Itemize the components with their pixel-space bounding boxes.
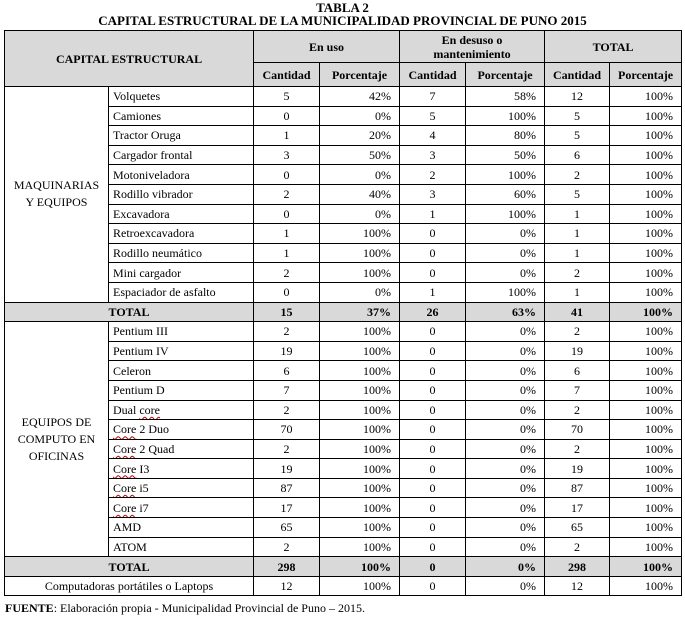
- table-title: CAPITAL ESTRUCTURAL DE LA MUNICIPALIDAD PROVINCIAL DE PUNO 2015: [98, 13, 587, 28]
- en-uso-porcentaje: 50%: [320, 145, 400, 165]
- total-porcentaje: 100%: [610, 576, 682, 596]
- en-uso-porcentaje: 0%: [320, 165, 400, 185]
- item-name: Motoniveladora: [109, 165, 254, 185]
- desuso-porcentaje: 60%: [466, 184, 545, 204]
- desuso-porcentaje: 0%: [466, 557, 545, 577]
- desuso-porcentaje: 0%: [466, 518, 545, 538]
- desuso-porcentaje: 0%: [466, 263, 545, 283]
- desuso-porcentaje: 50%: [466, 145, 545, 165]
- item-name: Core I3: [109, 459, 254, 479]
- total-cantidad: 19: [545, 459, 610, 479]
- header-cantidad: Cantidad: [545, 63, 610, 87]
- item-name: Volquetes: [109, 87, 254, 107]
- en-uso-cantidad: 0: [254, 106, 320, 126]
- en-uso-cantidad: 19: [254, 341, 320, 361]
- header-porcentaje: Porcentaje: [466, 63, 545, 87]
- desuso-porcentaje: 80%: [466, 126, 545, 146]
- header-en-uso: En uso: [254, 31, 400, 63]
- en-uso-cantidad: 7: [254, 380, 320, 400]
- desuso-cantidad: 0: [400, 224, 466, 244]
- item-name: Mini cargador: [109, 263, 254, 283]
- desuso-porcentaje: 0%: [466, 576, 545, 596]
- total-cantidad: 5: [545, 106, 610, 126]
- desuso-porcentaje: 63%: [466, 302, 545, 322]
- total-porcentaje: 100%: [610, 224, 682, 244]
- footer-label: FUENTE: [5, 601, 54, 615]
- total-label: TOTAL: [5, 302, 254, 322]
- item-name: Cargador frontal: [109, 145, 254, 165]
- desuso-porcentaje: 0%: [466, 341, 545, 361]
- desuso-cantidad: 0: [400, 420, 466, 440]
- desuso-porcentaje: 0%: [466, 498, 545, 518]
- total-cantidad: 5: [545, 126, 610, 146]
- total-cantidad: 298: [545, 557, 610, 577]
- total-cantidad: 2: [545, 165, 610, 185]
- total-porcentaje: 100%: [610, 302, 682, 322]
- en-uso-porcentaje: 20%: [320, 126, 400, 146]
- header-total: TOTAL: [545, 31, 682, 63]
- desuso-porcentaje: 100%: [466, 106, 545, 126]
- desuso-porcentaje: 0%: [466, 478, 545, 498]
- item-name: ATOM: [109, 537, 254, 557]
- en-uso-porcentaje: 0%: [320, 106, 400, 126]
- desuso-cantidad: 0: [400, 341, 466, 361]
- total-cantidad: 17: [545, 498, 610, 518]
- desuso-cantidad: 0: [400, 518, 466, 538]
- en-uso-porcentaje: 100%: [320, 224, 400, 244]
- total-cantidad: 12: [545, 87, 610, 107]
- capital-table: [4, 30, 682, 596]
- en-uso-cantidad: 2: [254, 263, 320, 283]
- total-cantidad: 70: [545, 420, 610, 440]
- en-uso-porcentaje: 100%: [320, 322, 400, 342]
- en-uso-porcentaje: 100%: [320, 263, 400, 283]
- category-label-line: Y EQUIPOS: [25, 195, 88, 210]
- desuso-cantidad: 2: [400, 165, 466, 185]
- item-name: Computadoras portátiles o Laptops: [5, 576, 254, 596]
- total-cantidad: 5: [545, 184, 610, 204]
- category-label-line: MAQUINARIAS: [13, 178, 100, 193]
- desuso-cantidad: 0: [400, 557, 466, 577]
- en-uso-porcentaje: 100%: [320, 420, 400, 440]
- desuso-porcentaje: 0%: [466, 322, 545, 342]
- desuso-porcentaje: 0%: [466, 537, 545, 557]
- item-name: Excavadora: [109, 204, 254, 224]
- desuso-cantidad: 3: [400, 184, 466, 204]
- item-name: Pentium III: [109, 322, 254, 342]
- item-name: Core i7: [109, 498, 254, 518]
- en-uso-cantidad: 2: [254, 537, 320, 557]
- total-porcentaje: 100%: [610, 87, 682, 107]
- group1-category: [5, 87, 109, 303]
- total-cantidad: 1: [545, 224, 610, 244]
- total-porcentaje: 100%: [610, 282, 682, 302]
- en-uso-cantidad: 3: [254, 145, 320, 165]
- en-uso-cantidad: 0: [254, 204, 320, 224]
- total-cantidad: 12: [545, 576, 610, 596]
- source-footnote: [5, 601, 365, 616]
- en-uso-cantidad: 1: [254, 224, 320, 244]
- total-porcentaje: 100%: [610, 380, 682, 400]
- header-capital: CAPITAL ESTRUCTURAL: [5, 31, 254, 87]
- item-name: AMD: [109, 518, 254, 538]
- group2-category: [5, 322, 109, 557]
- spellcheck-mark: Core: [113, 422, 137, 437]
- en-uso-porcentaje: 100%: [320, 361, 400, 381]
- desuso-porcentaje: 58%: [466, 87, 545, 107]
- total-porcentaje: 100%: [610, 145, 682, 165]
- item-name: Tractor Oruga: [109, 126, 254, 146]
- en-uso-porcentaje: 100%: [320, 537, 400, 557]
- desuso-cantidad: 0: [400, 576, 466, 596]
- en-uso-cantidad: 87: [254, 478, 320, 498]
- total-cantidad: 1: [545, 243, 610, 263]
- desuso-cantidad: 0: [400, 400, 466, 420]
- desuso-porcentaje: 0%: [466, 380, 545, 400]
- en-uso-porcentaje: 100%: [320, 400, 400, 420]
- desuso-cantidad: 0: [400, 380, 466, 400]
- category-label-line: COMPUTO EN: [17, 431, 96, 446]
- total-porcentaje: 100%: [610, 243, 682, 263]
- category-label-line: OFICINAS: [28, 448, 85, 463]
- en-uso-cantidad: 2: [254, 439, 320, 459]
- header-en-desuso: [400, 31, 545, 63]
- header-en-desuso-line2: mantenimiento: [433, 46, 511, 61]
- desuso-cantidad: 26: [400, 302, 466, 322]
- desuso-porcentaje: 100%: [466, 282, 545, 302]
- desuso-porcentaje: 0%: [466, 243, 545, 263]
- total-cantidad: 41: [545, 302, 610, 322]
- desuso-cantidad: 0: [400, 361, 466, 381]
- desuso-porcentaje: 0%: [466, 400, 545, 420]
- total-cantidad: 2: [545, 400, 610, 420]
- en-uso-cantidad: 2: [254, 400, 320, 420]
- en-uso-porcentaje: 42%: [320, 87, 400, 107]
- en-uso-cantidad: 298: [254, 557, 320, 577]
- total-porcentaje: 100%: [610, 537, 682, 557]
- desuso-cantidad: 3: [400, 145, 466, 165]
- desuso-porcentaje: 100%: [466, 165, 545, 185]
- total-row: [5, 557, 682, 577]
- total-cantidad: 87: [545, 478, 610, 498]
- desuso-cantidad: 0: [400, 263, 466, 283]
- desuso-cantidad: 7: [400, 87, 466, 107]
- table-row: [5, 87, 682, 107]
- total-row: [5, 302, 682, 322]
- total-cantidad: 2: [545, 537, 610, 557]
- desuso-cantidad: 0: [400, 478, 466, 498]
- en-uso-porcentaje: 100%: [320, 380, 400, 400]
- en-uso-porcentaje: 100%: [320, 518, 400, 538]
- en-uso-cantidad: 1: [254, 243, 320, 263]
- desuso-porcentaje: 0%: [466, 224, 545, 244]
- en-uso-cantidad: 6: [254, 361, 320, 381]
- en-uso-porcentaje: 100%: [320, 576, 400, 596]
- desuso-cantidad: 0: [400, 498, 466, 518]
- en-uso-cantidad: 2: [254, 322, 320, 342]
- item-name: Rodillo vibrador: [109, 184, 254, 204]
- en-uso-porcentaje: 40%: [320, 184, 400, 204]
- en-uso-porcentaje: 100%: [320, 459, 400, 479]
- total-porcentaje: 100%: [610, 439, 682, 459]
- desuso-cantidad: 0: [400, 537, 466, 557]
- table-body: [5, 87, 682, 596]
- header-cantidad: Cantidad: [400, 63, 466, 87]
- en-uso-cantidad: 19: [254, 459, 320, 479]
- total-cantidad: 1: [545, 204, 610, 224]
- item-name: Dual core: [109, 400, 254, 420]
- en-uso-porcentaje: 100%: [320, 478, 400, 498]
- desuso-cantidad: 5: [400, 106, 466, 126]
- en-uso-cantidad: 65: [254, 518, 320, 538]
- total-cantidad: 65: [545, 518, 610, 538]
- desuso-porcentaje: 0%: [466, 361, 545, 381]
- desuso-porcentaje: 0%: [466, 439, 545, 459]
- header-porcentaje: Porcentaje: [610, 63, 682, 87]
- total-porcentaje: 100%: [610, 204, 682, 224]
- header-cantidad: Cantidad: [254, 63, 320, 87]
- en-uso-porcentaje: 100%: [320, 341, 400, 361]
- total-porcentaje: 100%: [610, 518, 682, 538]
- total-porcentaje: 100%: [610, 478, 682, 498]
- total-porcentaje: 100%: [610, 263, 682, 283]
- en-uso-porcentaje: 100%: [320, 243, 400, 263]
- desuso-cantidad: 1: [400, 282, 466, 302]
- item-name: Core i5: [109, 478, 254, 498]
- desuso-cantidad: 0: [400, 322, 466, 342]
- item-name: Core 2 Quad: [109, 439, 254, 459]
- en-uso-cantidad: 70: [254, 420, 320, 440]
- desuso-cantidad: 4: [400, 126, 466, 146]
- total-porcentaje: 100%: [610, 459, 682, 479]
- total-cantidad: 2: [545, 322, 610, 342]
- total-label: TOTAL: [5, 557, 254, 577]
- spellcheck-mark: Core: [113, 441, 137, 456]
- total-cantidad: 7: [545, 380, 610, 400]
- spellcheck-mark: Core: [113, 481, 137, 496]
- desuso-cantidad: 0: [400, 439, 466, 459]
- laptops-row: [5, 576, 682, 596]
- en-uso-cantidad: 15: [254, 302, 320, 322]
- spellcheck-mark: core: [139, 402, 160, 417]
- en-uso-cantidad: 17: [254, 498, 320, 518]
- en-uso-cantidad: 0: [254, 165, 320, 185]
- en-uso-cantidad: 2: [254, 184, 320, 204]
- item-name: Pentium IV: [109, 341, 254, 361]
- en-uso-cantidad: 12: [254, 576, 320, 596]
- en-uso-porcentaje: 0%: [320, 282, 400, 302]
- total-cantidad: 2: [545, 439, 610, 459]
- total-cantidad: 6: [545, 145, 610, 165]
- item-name: Pentium D: [109, 380, 254, 400]
- total-porcentaje: 100%: [610, 106, 682, 126]
- spellcheck-mark: Core: [113, 461, 137, 476]
- en-uso-cantidad: 0: [254, 282, 320, 302]
- en-uso-porcentaje: 100%: [320, 557, 400, 577]
- table-number: TABLA 2: [316, 0, 369, 15]
- item-name: Rodillo neumático: [109, 243, 254, 263]
- en-uso-porcentaje: 0%: [320, 204, 400, 224]
- total-porcentaje: 100%: [610, 361, 682, 381]
- en-uso-cantidad: 1: [254, 126, 320, 146]
- desuso-porcentaje: 0%: [466, 420, 545, 440]
- item-name: Celeron: [109, 361, 254, 381]
- total-porcentaje: 100%: [610, 322, 682, 342]
- desuso-porcentaje: 100%: [466, 204, 545, 224]
- total-porcentaje: 100%: [610, 557, 682, 577]
- total-porcentaje: 100%: [610, 184, 682, 204]
- total-cantidad: 6: [545, 361, 610, 381]
- item-name: Espaciador de asfalto: [109, 282, 254, 302]
- total-cantidad: 1: [545, 282, 610, 302]
- en-uso-porcentaje: 100%: [320, 498, 400, 518]
- item-name: Core 2 Duo: [109, 420, 254, 440]
- total-cantidad: 2: [545, 263, 610, 283]
- desuso-cantidad: 0: [400, 459, 466, 479]
- header-en-desuso-line1: En desuso o: [441, 32, 503, 47]
- total-porcentaje: 100%: [610, 165, 682, 185]
- item-name: Camiones: [109, 106, 254, 126]
- header-porcentaje: Porcentaje: [320, 63, 400, 87]
- total-porcentaje: 100%: [610, 400, 682, 420]
- footer-text: : Elaboración propia - Municipalidad Provincial de Puno – 2015.: [53, 601, 365, 615]
- total-porcentaje: 100%: [610, 341, 682, 361]
- en-uso-porcentaje: 37%: [320, 302, 400, 322]
- total-porcentaje: 100%: [610, 498, 682, 518]
- total-porcentaje: 100%: [610, 420, 682, 440]
- desuso-porcentaje: 0%: [466, 459, 545, 479]
- total-porcentaje: 100%: [610, 126, 682, 146]
- category-label-line: EQUIPOS DE: [21, 414, 92, 429]
- item-name: Retroexcavadora: [109, 224, 254, 244]
- desuso-cantidad: 0: [400, 243, 466, 263]
- en-uso-cantidad: 5: [254, 87, 320, 107]
- spellcheck-mark: Core: [113, 500, 137, 515]
- total-cantidad: 19: [545, 341, 610, 361]
- table-row: [5, 322, 682, 342]
- desuso-cantidad: 1: [400, 204, 466, 224]
- en-uso-porcentaje: 100%: [320, 439, 400, 459]
